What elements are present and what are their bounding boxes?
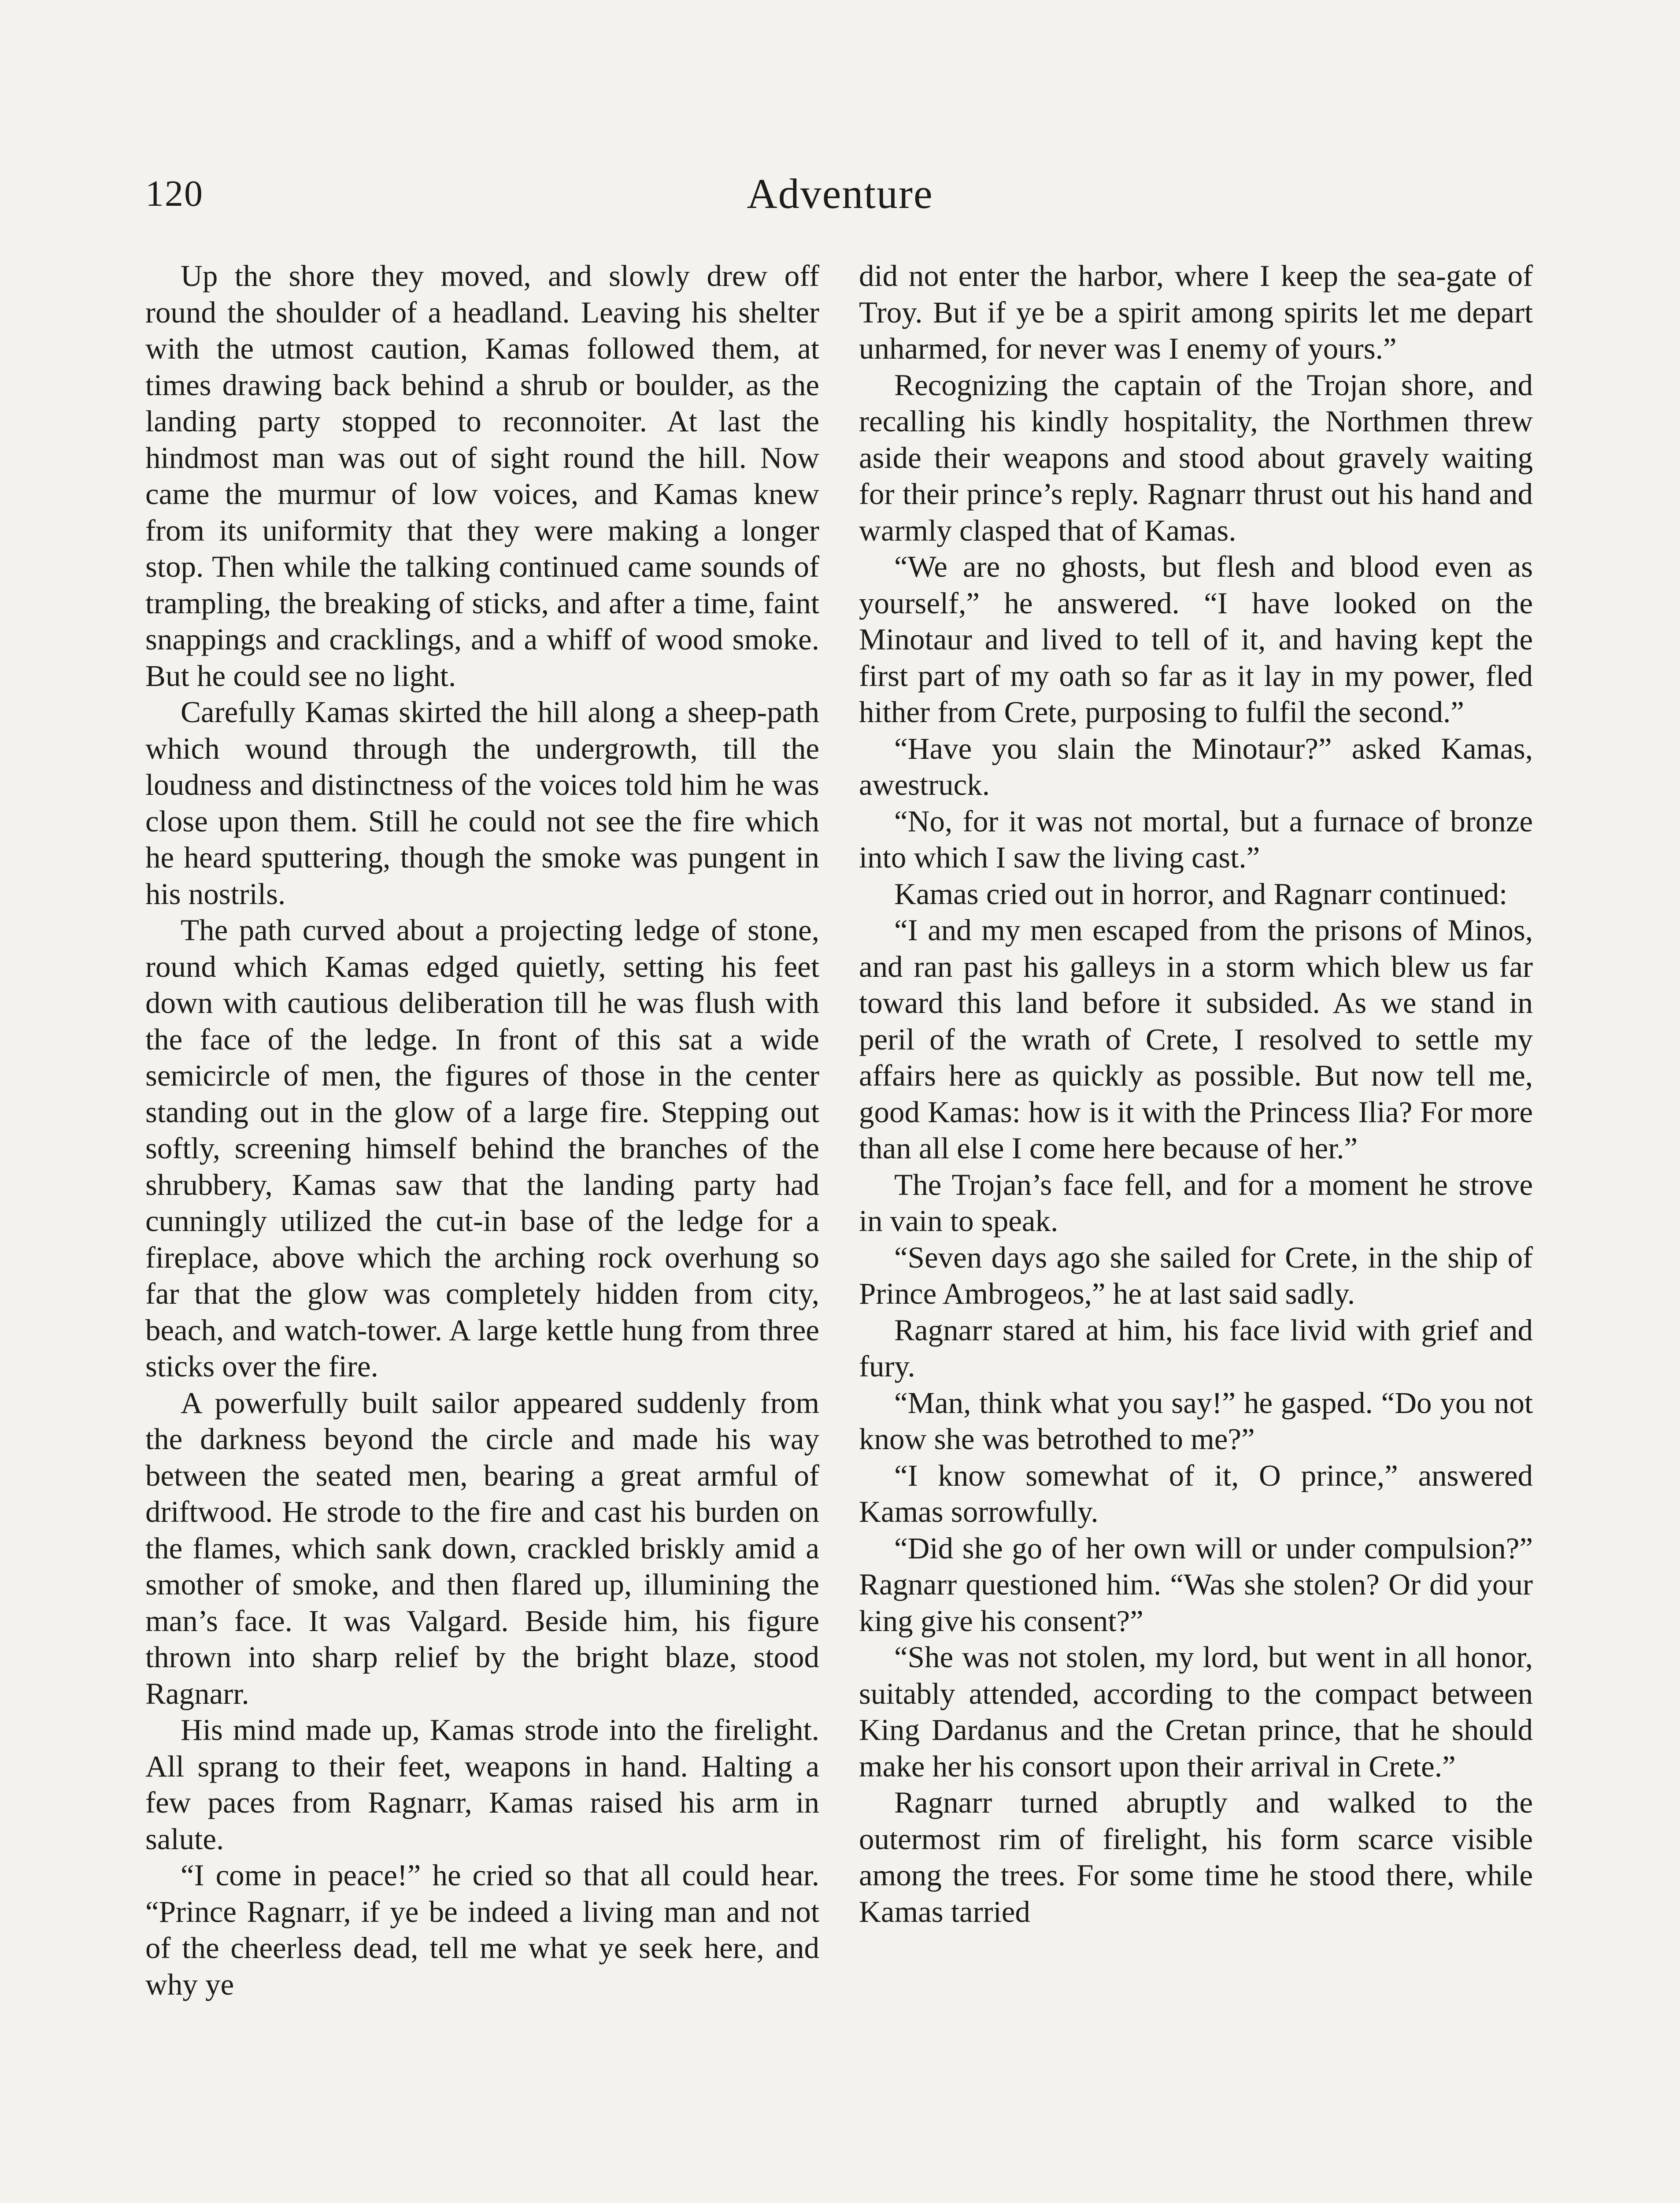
- paragraph: “She was not stolen, my lord, but went in all honor, suitably attended, according to the compact between King Dardanus and the Cretan prince, that he should make her his consort upon their arrival in Crete.”: [859, 1640, 1533, 1783]
- paragraph: The path curved about a projecting ledge of stone, round which Kamas edged quietly, setting his feet down with cautious deliberation till he was flush with the face of the ledge. In front of this sat a wide semicircle of men, the figures of those in the center standing out in the glow of a large fire. Stepping out softly, screening himself behind the branches of the shrubbery, Kamas saw that the landing party had cunningly utilized the cut-in base of the ledge for a fireplace, above which the arching rock overhung so far that the glow was completely hidden from city, beach, and watch-tower. A large kettle hung from three sticks over the fire.: [145, 913, 819, 1383]
- paragraph: Carefully Kamas skirted the hill along a sheep-path which wound through the undergrowth, till the loudness and distinctness of the voices told him he was close upon them. Still he could not see the fire which he heard sputtering, though the smoke was pungent in his nostrils.: [145, 695, 819, 911]
- paragraph-continuation: did not enter the harbor, where I keep the sea-gate of Troy. But if ye be a spirit among spirits let me depart unharmed, for never was I enemy of yours.”: [859, 259, 1533, 365]
- paragraph: “Have you slain the Minotaur?” asked Kamas, awestruck.: [859, 731, 1533, 801]
- paragraph: “I come in peace!” he cried so that all could hear. “Prince Ragnarr, if ye be indeed a living man and not of the cheerless dead, tell me what ye seek here, and why ye: [145, 1858, 819, 2001]
- paragraph: “Man, think what you say!” he gasped. “Do you not know she was betrothed to me?”: [859, 1386, 1533, 1456]
- paragraph: “We are no ghosts, but flesh and blood even as yourself,” he answered. “I have looked on the Minotaur and lived to tell of it, and having kept the first part of my oath so far as it lay in my power, fled hither from Crete, purposing to fulfil the second.”: [859, 550, 1533, 729]
- paragraph: Kamas cried out in horror, and Ragnarr continued:: [894, 877, 1508, 911]
- paragraph: His mind made up, Kamas strode into the firelight. All sprang to their feet, weapons in hand. Halting a few paces from Ragnarr, Kamas raised his arm in salute.: [145, 1713, 819, 1856]
- page-number: 120: [145, 173, 204, 214]
- running-title: Adventure: [747, 170, 933, 217]
- paragraph: Ragnarr turned abruptly and walked to the outermost rim of firelight, his form scarce visible among the trees. For some time he stood there, while Kamas tarried: [859, 1786, 1533, 1929]
- paragraph: Ragnarr stared at him, his face livid with grief and fury.: [859, 1313, 1533, 1383]
- paragraph: “Did she go of her own will or under compulsion?” Ragnarr questioned him. “Was she stolen? Or did your king give his consent?”: [859, 1531, 1533, 1638]
- right-column: [859, 258, 1533, 2203]
- paragraph: “Seven days ago she sailed for Crete, in the ship of Prince Ambrogeos,” he at last said sadly.: [859, 1240, 1533, 1310]
- paragraph: Up the shore they moved, and slowly drew off round the shoulder of a headland. Leaving his shelter with the utmost caution, Kamas followed them, at times drawing back behind a shrub or boulder, as the landing party stopped to reconnoiter. At last the hindmost man was out of sight round the hill. Now came the murmur of low voices, and Kamas knew from its uniformity that they were making a longer stop. Then while the talking continued came sounds of trampling, the breaking of sticks, and after a time, faint snappings and cracklings, and a whiff of wood smoke. But he could see no light.: [145, 259, 819, 693]
- paragraph: “I know somewhat of it, O prince,” answered Kamas sorrowfully.: [859, 1458, 1533, 1528]
- paragraph: Recognizing the captain of the Trojan shore, and recalling his kindly hospitality, the Northmen threw aside their weapons and stood about gravely waiting for their prince’s reply. Ragnarr thrust out his hand and warmly clasped that of Kamas.: [859, 368, 1533, 547]
- paragraph: “I and my men escaped from the prisons of Minos, and ran past his galleys in a storm which blew us far toward this land before it subsided. As we stand in peril of the wrath of Crete, I resolved to settle my affairs here as quickly as possible. But now tell me, good Kamas: how is it with the Princess Ilia? For more than all else I come here because of her.”: [859, 913, 1533, 1165]
- paragraph: The Trojan’s face fell, and for a moment he strove in vain to speak.: [859, 1168, 1533, 1238]
- running-head: [145, 167, 1535, 220]
- paragraph: A powerfully built sailor appeared suddenly from the darkness beyond the circle and made his way between the seated men, bearing a great armful of driftwood. He strode to the fire and cast his burden on the flames, which sank down, crackled briskly amid a smother of smoke, and then flared up, illumining the man’s face. It was Valgard. Beside him, his figure thrown into sharp relief by the bright blaze, stood Ragnarr.: [145, 1386, 819, 1710]
- paragraph: “No, for it was not mortal, but a furnace of bronze into which I saw the living cast.”: [859, 804, 1533, 874]
- left-column: [145, 258, 819, 2203]
